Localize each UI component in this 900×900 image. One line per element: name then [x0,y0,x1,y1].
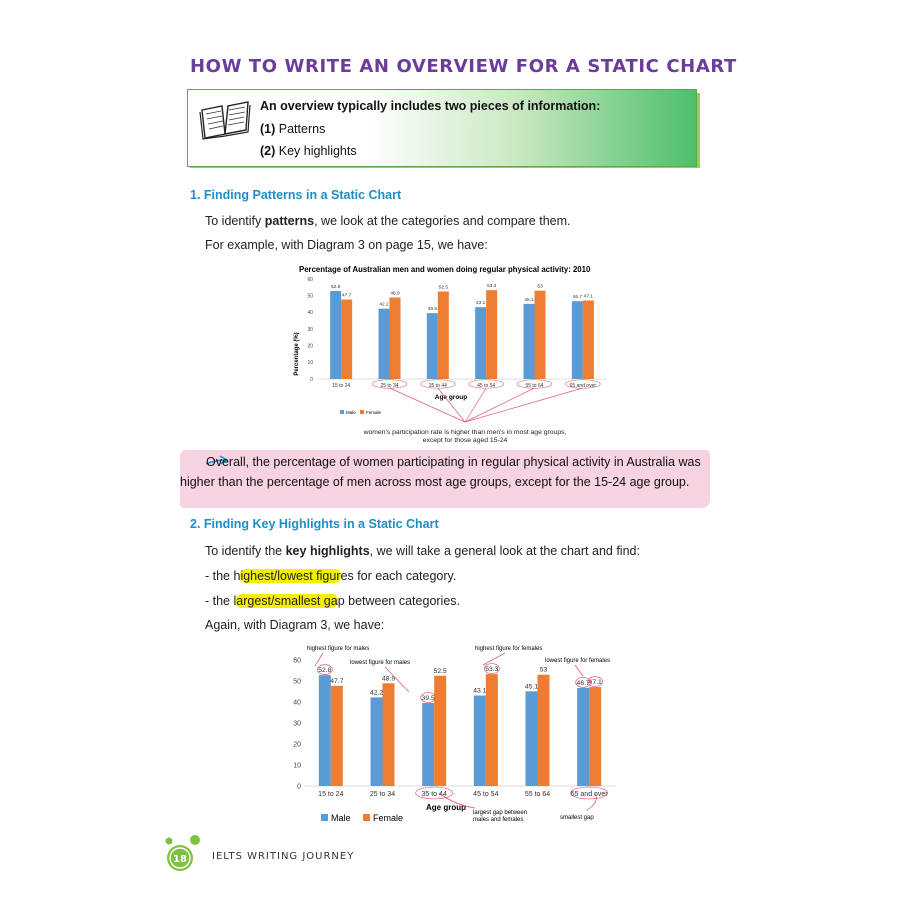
page-number: 18 [173,854,187,865]
arrow-highest-females [483,653,505,665]
x-tick-label: 45 to 54 [477,383,496,389]
arrow-lowest-females [575,665,583,676]
page-title: HOW TO WRITE AN OVERVIEW FOR A STATIC CHART [190,56,737,77]
open-book-icon [198,100,252,140]
bar-female-5 [538,675,550,786]
note-lowest-males: lowest figure for males [350,660,411,666]
s1p1-post: , we look at the categories and compare them. [314,214,571,228]
y-tick-label: 40 [293,699,301,707]
chart-2-xlabel: Age group [426,803,466,812]
b2-post: p between categories. [337,594,461,608]
note-largest-gap-line-2: males and females [473,817,524,823]
y-tick-label: 50 [293,678,301,686]
chart-1-legend-female: Female [366,410,382,415]
x-tick-label: 65 and over [569,383,597,389]
y-tick-label: 10 [307,360,313,367]
chart-2-legend-female: Female [373,813,404,823]
bar-female-2 [383,683,395,786]
y-tick-label: 30 [293,720,301,728]
bar-male-5 [526,691,538,786]
x-tick-label: 55 to 64 [525,383,544,389]
note-lowest-females: lowest figure for females [545,658,611,664]
badge-dot-small [166,838,173,845]
b1-post: es for each category. [340,569,457,583]
y-tick-label: 0 [297,783,301,791]
x-tick-label: 15 to 24 [318,791,344,798]
callout-item-2-text: Key highlights [278,144,357,158]
data-label-male-3: 39.5 [427,307,438,313]
y-tick-label: 30 [307,326,313,333]
section-2-paragraph-2: Again, with Diagram 3, we have: [205,618,385,632]
section-1-paragraph-1 [205,214,570,228]
x-tick-label: 65 and over [570,791,608,798]
bar-male-3 [427,313,438,379]
chart-1-legend-male-swatch [340,410,344,414]
x-tick-label: 35 to 44 [421,791,447,798]
section-1-paragraph-2: For example, with Diagram 3 on page 15, we have: [205,238,488,252]
bullet-largest-smallest [205,594,460,608]
y-tick-label: 40 [307,310,313,317]
callout-box [187,89,697,167]
bar-female-4 [486,290,497,379]
callout-item-1 [260,122,325,136]
data-label-male-4: 43.1 [475,301,486,307]
chart-1-annotation-line-2: except for those aged 15-24 [422,437,508,444]
b1-pre: - the [205,569,234,583]
data-label-female-6: 47.1 [588,679,602,687]
chart-1-annotation-line-1: women's participation rate is higher than men's in most age groups, [363,429,567,436]
bar-female-4 [486,674,498,786]
y-tick-label: 20 [293,741,301,749]
data-label-female-2: 48.9 [390,291,400,297]
chart-1-legend-male: Male [346,410,356,415]
data-label-female-5: 53 [537,284,543,290]
bar-male-1 [330,291,341,379]
callout-item-1-num: (1) [260,122,276,136]
b1-pre2: h [233,569,241,583]
badge-dot-large [190,835,200,845]
y-tick-label: 0 [310,376,313,383]
bar-male-5 [524,304,535,379]
bar-female-6 [583,301,594,380]
x-tick-label: 25 to 34 [380,383,399,389]
chart-1-ylabel: Percentage (%) [294,332,300,376]
bar-male-4 [475,307,486,379]
s2p1-pre: To identify the [205,544,286,558]
bar-male-2 [371,697,383,786]
s2p1-bold: key highlights [285,544,370,558]
data-label-male-1: 52.8 [318,667,332,675]
data-label-female-5: 53 [539,666,548,674]
bar-female-6 [589,687,601,786]
bar-male-1 [319,675,331,786]
data-label-female-1: 47.7 [330,677,344,685]
y-tick-label: 20 [307,343,313,350]
b2-highlight: argest/smallest ga [236,594,338,608]
data-label-male-5: 45.1 [524,683,539,691]
section-2-heading: 2. Finding Key Highlights in a Static Chart [190,517,439,531]
chart-2-legend-male: Male [331,813,351,823]
bar-male-6 [577,688,589,786]
note-highest-males: highest figure for males [307,646,370,652]
data-label-male-2: 42.2 [369,689,384,697]
bar-male-3 [422,703,434,786]
bar-female-3 [438,292,449,380]
s1p1-pre: To identify [205,214,265,228]
chart-1-title: Percentage of Australian men and women doing regular physical activity: 2010 [299,265,591,274]
book-title-footer: IELTS WRITING JOURNEY [212,851,355,862]
y-tick-label: 60 [307,276,313,283]
b2-pre: - the l [205,594,237,608]
chart-1 [285,262,615,447]
data-label-male-5: 45.1 [524,297,534,303]
bar-male-4 [474,695,486,786]
chart-2-legend-male-swatch [321,814,328,821]
bullet-highest-lowest [205,569,456,583]
bar-female-1 [331,686,343,786]
data-label-male-1: 52.8 [330,285,341,290]
data-label-male-2: 42.2 [379,302,389,308]
s1p1-bold: patterns [264,214,315,228]
data-label-female-1: 47.7 [341,293,352,299]
data-label-female-4: 53.3 [485,666,499,674]
note-highest-females: highest figure for females [475,646,543,652]
bar-male-2 [379,309,390,379]
b1-highlight: ighest/lowest figur [240,569,341,583]
data-label-female-3: 52.5 [438,285,449,291]
overall-statement: Overall, the percentage of women participating in regular physical activity in Australia was higher than the percentage of men across most age groups, except for the 15-24 age group. [180,455,701,489]
y-tick-label: 50 [307,293,313,300]
y-tick-label: 60 [293,657,301,665]
data-label-male-6: 46.7 [572,295,583,301]
x-tick-label: 25 to 34 [369,791,396,798]
x-tick-label: 35 to 44 [428,383,447,389]
x-tick-label: 55 to 64 [524,791,551,798]
chart-1-legend-female-swatch [360,410,364,414]
chart-2 [275,640,655,830]
section-2-paragraph-1 [205,544,640,558]
data-label-male-4: 43.1 [473,687,487,695]
arrow-highest-males [315,653,323,666]
bar-female-1 [341,300,352,380]
data-label-female-3: 52.5 [433,667,447,675]
callout-item-2 [260,144,357,158]
callout-item-2-num: (2) [260,144,276,158]
callout-line-1: An overview typically includes two pieces of information: [260,99,601,113]
data-label-female-4: 53.3 [486,284,497,290]
y-tick-label: 10 [293,762,301,770]
data-label-female-2: 48.9 [381,675,396,683]
bar-female-3 [434,676,446,786]
s2p1-post: , we will take a general look at the chart and find: [369,544,640,558]
bar-female-2 [390,298,401,380]
bar-female-5 [535,291,546,379]
x-tick-label: 45 to 54 [473,791,499,798]
page-number-badge [160,830,210,878]
section-1-heading: 1. Finding Patterns in a Static Chart [190,188,402,202]
chart-2-annotation-arrows [315,653,596,810]
data-label-male-6: 46.7 [576,679,590,687]
data-label-female-6: 47.1 [583,294,594,300]
data-label-male-3: 39.5 [421,695,435,703]
chart-2-legend-female-swatch [363,814,370,821]
x-tick-label: 15 to 24 [332,383,351,389]
callout-item-1-text: Patterns [278,122,326,136]
note-smallest-gap: smallest gap [560,815,594,821]
chart-1-xlabel: Age group [434,394,468,401]
note-largest-gap-line-1: largest gap between [473,810,528,816]
bar-male-6 [572,301,583,379]
